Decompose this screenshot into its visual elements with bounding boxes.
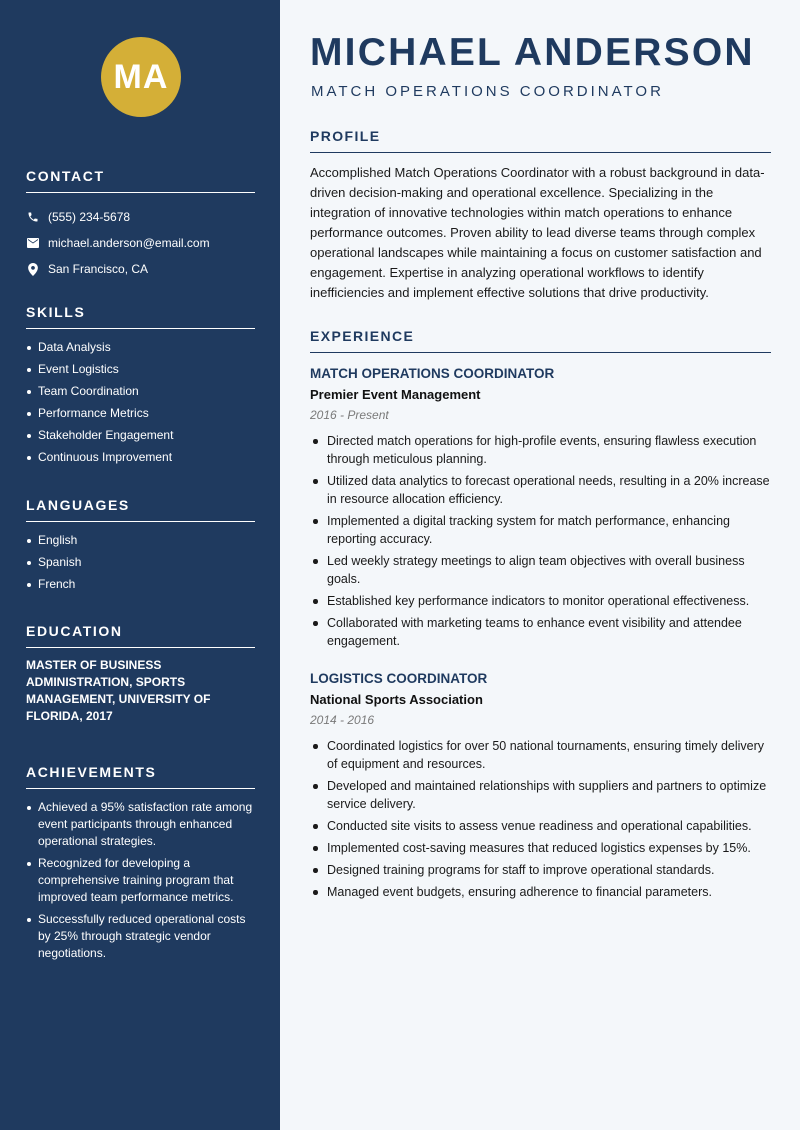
job-entry [310,366,771,654]
skills-heading: SKILLS [26,304,255,329]
skill-item: Data Analysis [26,339,255,356]
languages-heading: LANGUAGES [26,497,255,522]
skill-item: Performance Metrics [26,405,255,422]
job-title: LOGISTICS COORDINATOR [310,671,488,686]
contact-section [26,168,255,282]
job-bullet: Established key performance indicators to monitor operational effectiveness. [310,592,771,610]
candidate-name: MICHAEL ANDERSON [310,31,755,74]
languages-list [26,532,255,593]
contact-location [26,256,255,282]
job-bullet: Utilized data analytics to forecast operational needs, resulting in a 20% increase in resource allocation efficiency. [310,472,771,508]
phone-icon [26,210,40,224]
profile-heading: PROFILE [310,128,771,153]
job-dates: 2014 - 2016 [310,713,375,727]
contact-heading: CONTACT [26,168,255,193]
skill-item: Team Coordination [26,383,255,400]
experience-heading: EXPERIENCE [310,328,771,353]
map-pin-icon [26,262,40,276]
company-name: Premier Event Management [310,387,481,402]
achievements-heading: ACHIEVEMENTS [26,764,255,789]
contact-phone [26,204,255,230]
job-bullet: Led weekly strategy meetings to align team objectives with overall business goals. [310,552,771,588]
job-bullet: Conducted site visits to assess venue readiness and operational capabilities. [310,817,771,835]
education-heading: EDUCATION [26,623,255,648]
language-item: Spanish [26,554,255,571]
achievement-item: Recognized for developing a comprehensive training program that improved team performance metrics. [26,855,255,906]
job-title: MATCH OPERATIONS COORDINATOR [310,366,555,381]
main-content [280,0,800,1130]
contact-email [26,230,255,256]
skill-item: Continuous Improvement [26,449,255,466]
candidate-title: MATCH OPERATIONS COORDINATOR [311,83,664,100]
experience-section [310,328,771,353]
education-text: MASTER OF BUSINESS ADMINISTRATION, SPORTS MANAGEMENT, UNIVERSITY OF FLORIDA, 2017 [26,658,211,723]
job-bullet: Developed and maintained relationships with suppliers and partners to optimize service delivery. [310,777,771,813]
phone-text: (555) 234-5678 [48,210,131,224]
achievement-item: Successfully reduced operational costs by 25% through strategic vendor negotiations. [26,911,255,962]
job-dates: 2016 - Present [310,408,389,422]
languages-section [26,497,255,598]
skills-list [26,339,255,466]
job-bullet: Coordinated logistics for over 50 national tournaments, ensuring timely delivery of equipment and resources. [310,737,771,773]
profile-section [310,128,771,303]
job-bullet: Managed event budgets, ensuring adherence to financial parameters. [310,883,771,901]
company-name: National Sports Association [310,692,483,707]
education-section [26,623,255,725]
skills-section [26,304,255,471]
job-bullet: Implemented a digital tracking system for match performance, enhancing reporting accuracy. [310,512,771,548]
job-bullet: Implemented cost-saving measures that reduced logistics expenses by 15%. [310,839,771,857]
job-entry [310,671,771,905]
language-item: French [26,576,255,593]
achievements-section [26,764,255,967]
skill-item: Event Logistics [26,361,255,378]
envelope-icon [26,236,40,250]
job-bullets [310,432,771,650]
job-bullet: Directed match operations for high-profile events, ensuring flawless execution through meticulous planning. [310,432,771,468]
email-text: michael.anderson@email.com [48,236,210,250]
sidebar [0,0,280,1130]
achievement-item: Achieved a 95% satisfaction rate among event participants through enhanced operational strategies. [26,799,255,850]
location-text: San Francisco, CA [48,262,149,276]
job-bullets [310,737,771,901]
achievements-list [26,799,255,962]
profile-text: Accomplished Match Operations Coordinator with a robust background in data-driven decision-making and operational excellence. Specializing in the integration of innovative technologies within match operations to enhance performance outcomes. Proven ability to lead diverse teams through complex operational landscapes while maintaining a focus on customer satisfaction and engagement. Expertise in analyzing operational workflows to identify inefficiencies and implement effective solutions that drive productivity. [310,165,765,300]
job-bullet: Designed training programs for staff to improve operational standards. [310,861,771,879]
language-item: English [26,532,255,549]
avatar-initials: MA [101,37,181,117]
job-bullet: Collaborated with marketing teams to enhance event visibility and attendee engagement. [310,614,771,650]
skill-item: Stakeholder Engagement [26,427,255,444]
contact-list [26,204,255,282]
